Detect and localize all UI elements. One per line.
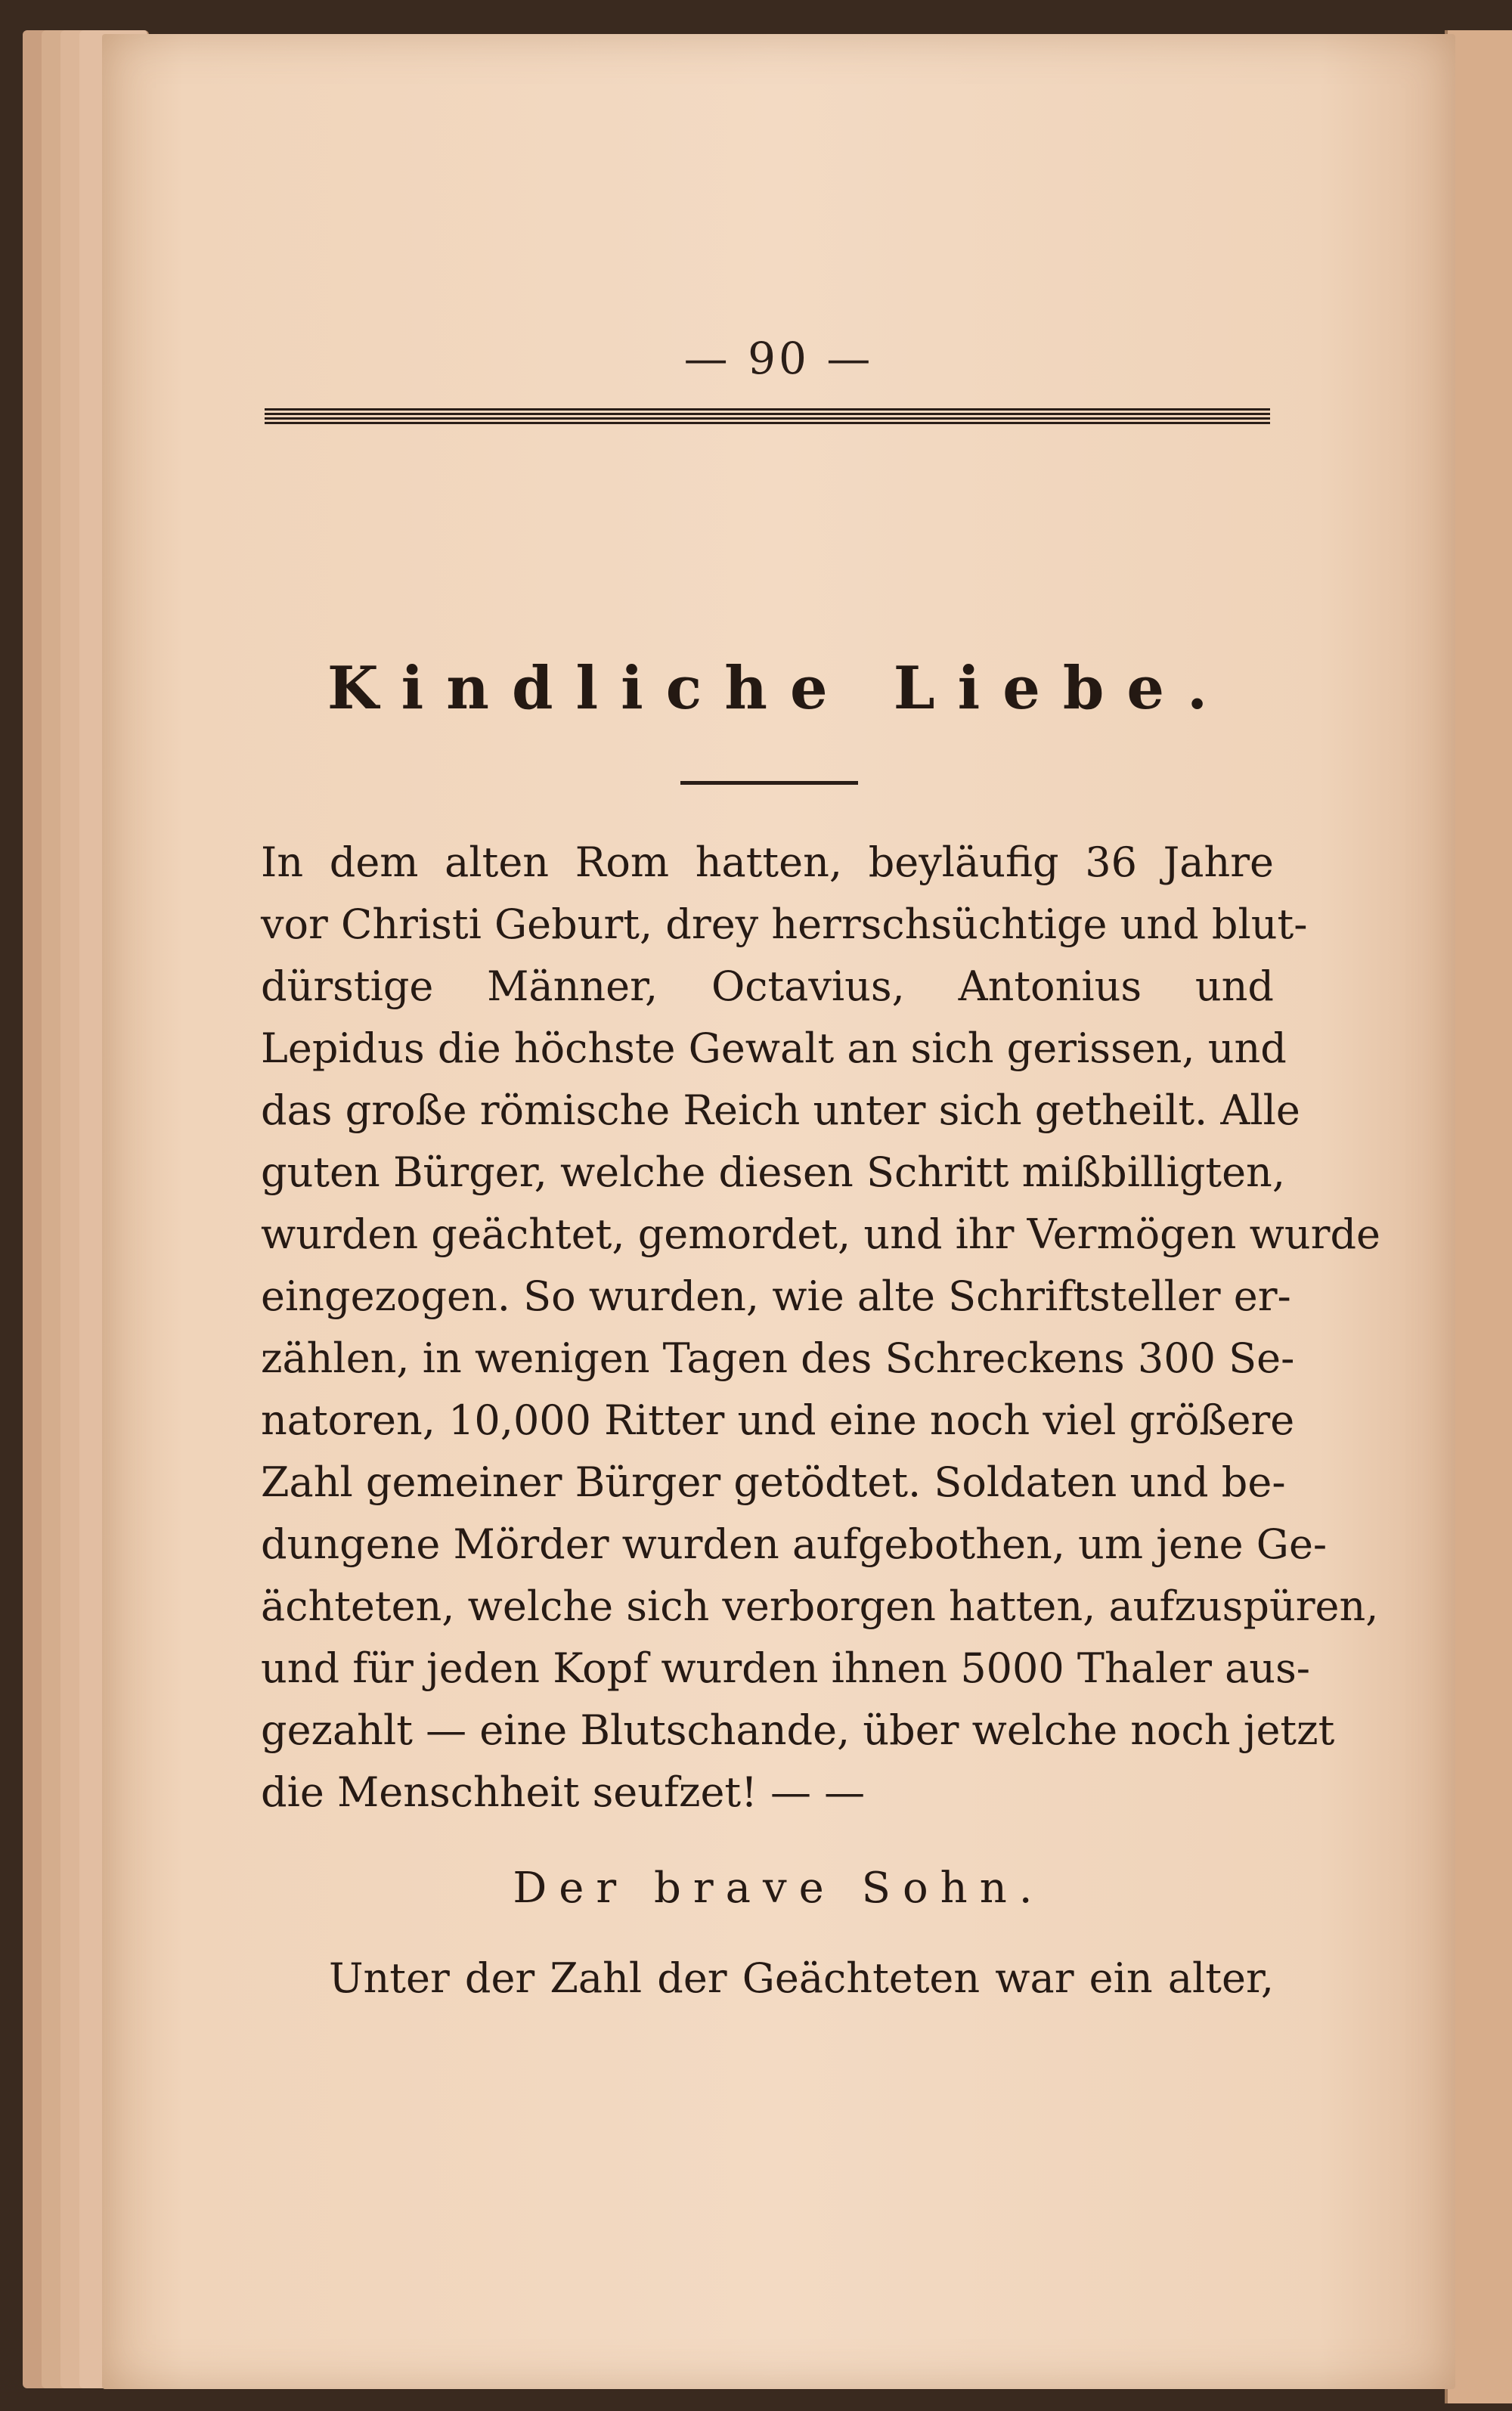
text-line: eingezogen. So wurden, wie alte Schriftsteller er- (261, 1272, 1291, 1320)
text-line: dungene Mörder wurden aufgebothen, um jene Ge- (261, 1520, 1328, 1568)
chapter-title: Kindliche Liebe. (327, 654, 1231, 723)
text-line: gezahlt — eine Blutschande, über welche noch jetzt (261, 1706, 1335, 1754)
text-line: Lepidus die höchste Gewalt an sich gerissen, und (261, 1024, 1287, 1072)
title-rule (680, 781, 858, 785)
text-line: zählen, in wenigen Tagen des Schreckens 300 Se- (261, 1334, 1295, 1382)
text-line: In dem alten Rom hatten, beyläufig 36 Jahre (261, 838, 1274, 886)
text-line: guten Bürger, welche diesen Schritt mißbilligten, (261, 1148, 1285, 1196)
text-line: Unter der Zahl der Geächteten war ein alter, (329, 1954, 1274, 2002)
text-line: das große römische Reich unter sich getheilt. Alle (261, 1086, 1300, 1134)
text-line: die Menschheit seufzet! — — (261, 1768, 866, 1816)
text-line: ächteten, welche sich verborgen hatten, aufzuspüren, (261, 1582, 1379, 1630)
text-line: dürstige Männer, Octavius, Antonius und (261, 962, 1274, 1010)
header-rule (265, 408, 1270, 425)
body-paragraph (261, 832, 1380, 1824)
section-subheading: Der brave Sohn. (513, 1864, 1045, 1913)
book-page (102, 34, 1455, 2389)
text-line: natoren, 10,000 Ritter und eine noch viel größere (261, 1396, 1295, 1444)
text-line: und für jeden Kopf wurden ihnen 5000 Thaler aus- (261, 1644, 1311, 1692)
text-line: vor Christi Geburt, drey herrschsüchtige und blut- (261, 900, 1308, 948)
page-number: — 90 — (683, 333, 874, 384)
text-line: wurden geächtet, gemordet, und ihr Vermögen wurde (261, 1210, 1380, 1258)
text-line: Zahl gemeiner Bürger getödtet. Soldaten und be- (261, 1458, 1286, 1506)
